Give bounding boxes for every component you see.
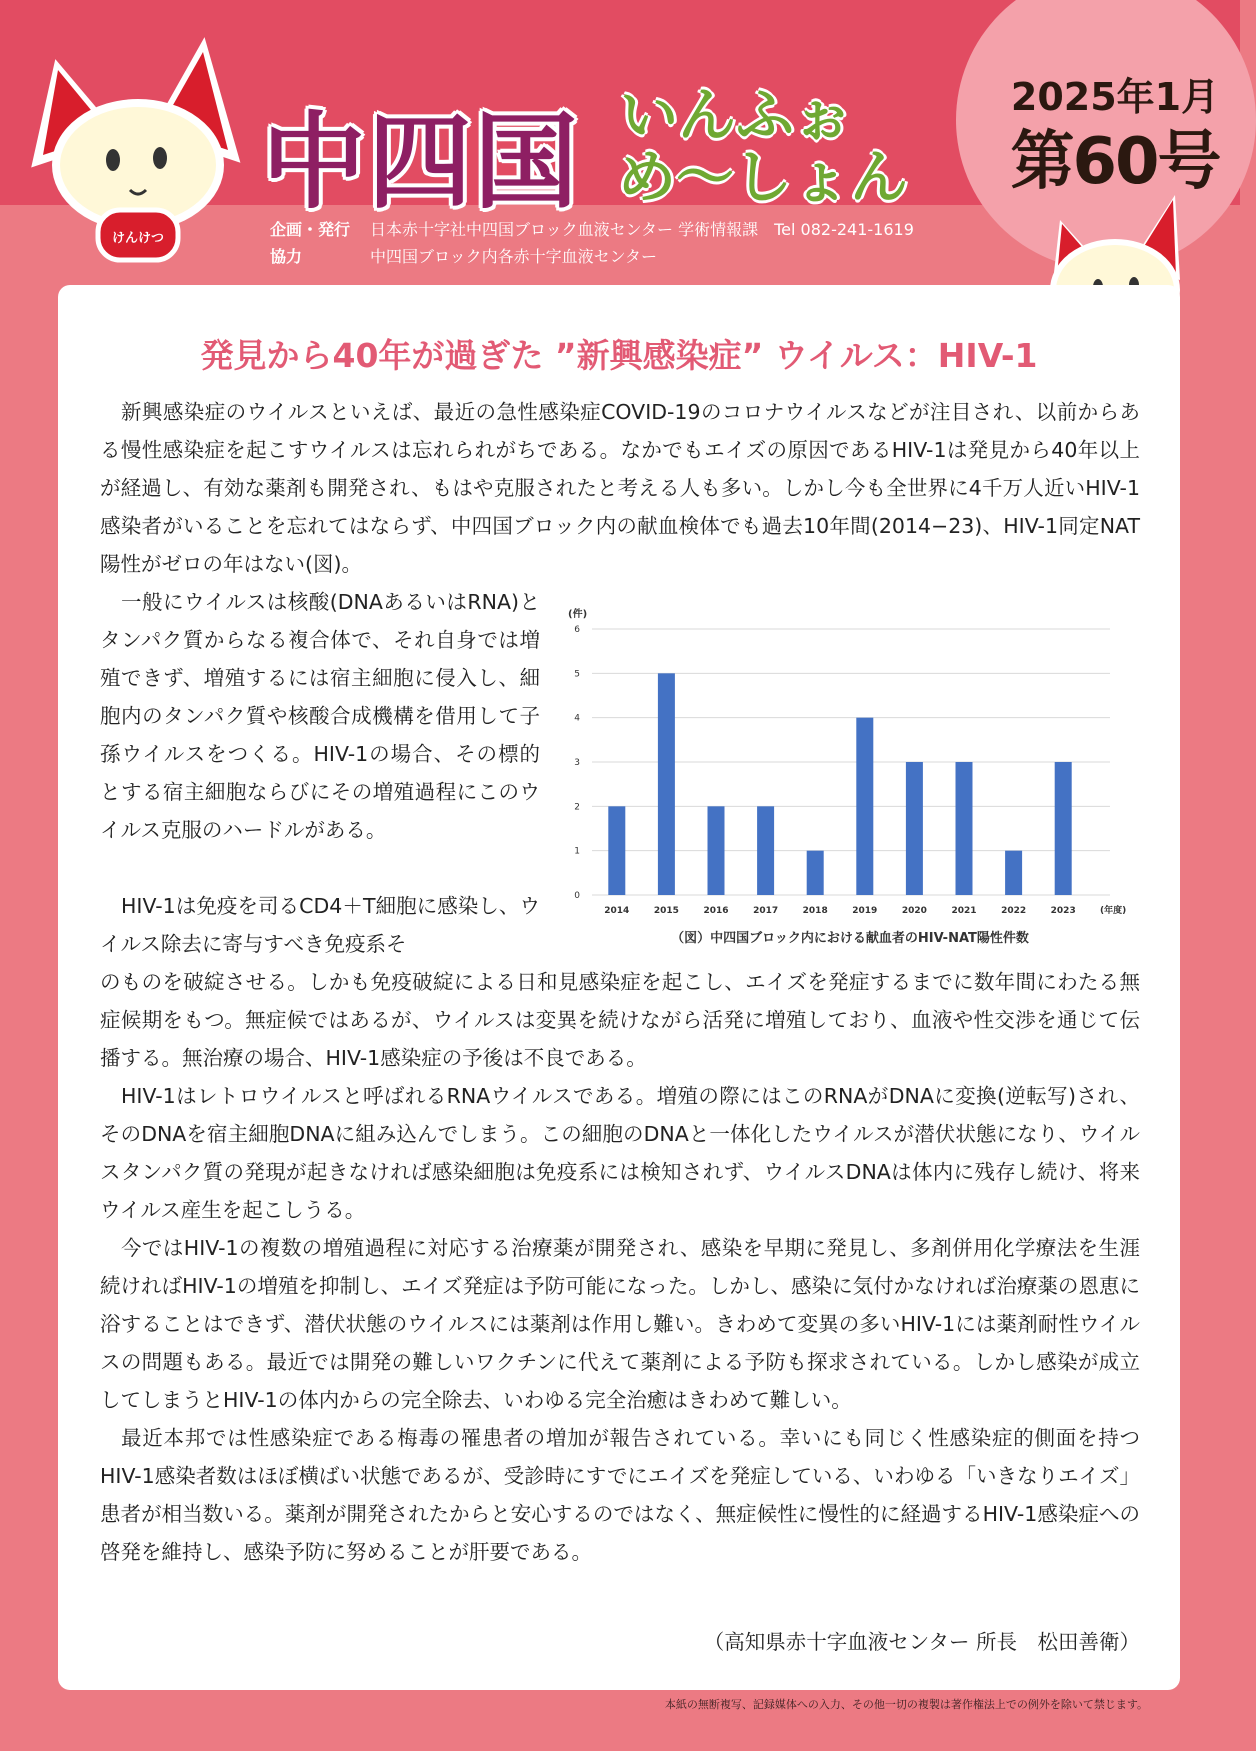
masthead-subtitle-line1: いんふぉ — [620, 81, 853, 149]
bar — [956, 762, 973, 895]
bar — [1055, 762, 1072, 895]
bar — [856, 718, 873, 895]
x-tick-label: 2020 — [901, 906, 927, 916]
x-tick-label: 2022 — [1001, 906, 1027, 916]
y-tick-label: 2 — [574, 802, 580, 813]
paragraph-3-full: のものを破綻させる。しかも免疫破綻による日和見感染症を起こし、エイズを発症するまでに数年間にわたる無症候期をもつ。無症候ではあるが、ウイルスは変異を続けながら活発に増殖しており、血液や性交渉を通じて伝播する。無治療の場合、HIV-1感染症の予後は不良である。 — [100, 970, 1140, 1070]
paragraph-4: HIV-1はレトロウイルスと呼ばれるRNAウイルスである。増殖の際にはこのRNAがDNAに変換(逆転写)され、そのDNAを宿主細胞DNAに組み込んでしまう。この細胞のDNAと一体化したウイルスが潜伏状態になり、ウイルスタンパク質の発現が起きなければ感染細胞は免疫系には検知されず、ウイルスDNAは体内に残存し続け、将来ウイルス産生を起こしうる。 — [100, 1084, 1140, 1222]
paragraph-6: 最近本邦では性感染症である梅毒の罹患者の増加が報告されている。幸いにも同じく性感染症的側面を持つHIV-1感染者数はほぼ横ばい状態であるが、受診時にすでにエイズを発症している、いわゆる「いきなりエイズ」患者が相当数いる。薬剤が開発されたからと安心するのではなく、無症候性に慢性的に経過するHIV-1感染症への啓発を維持し、感染予防に努めることが肝要である。 — [100, 1426, 1140, 1564]
chart-container — [560, 605, 1140, 955]
bar — [906, 762, 923, 895]
copyright-notice: 本紙の無断複写、記録媒体への入力、その他一切の複製は著作権法上での例外を除いて禁じます。 — [664, 1698, 1148, 1711]
y-tick-label: 0 — [574, 891, 580, 901]
bar — [807, 851, 824, 895]
cooperation-text: 中四国ブロック内各赤十字血液センター — [370, 247, 658, 266]
bar — [658, 673, 675, 895]
publisher-row — [270, 216, 914, 243]
author-credit: （高知県赤十字血液センター 所長 松田善衛） — [703, 1630, 1140, 1654]
y-tick-label: 6 — [574, 625, 580, 635]
x-tick-label: 2017 — [753, 906, 779, 916]
y-tick-label: 4 — [574, 713, 580, 724]
paragraph-3-side: HIV-1は免疫を司るCD4＋T細胞に感染し、ウイルス除去に寄与すべき免疫系そ — [100, 894, 540, 956]
credits — [270, 216, 914, 270]
x-axis-label: (年度) — [1100, 906, 1127, 916]
cooperation-label: 協力 — [270, 247, 303, 266]
paragraph-1: 新興感染症のウイルスといえば、最近の急性感染症COVID-19のコロナウイルスなどが注目され、以前からある慢性感染症を起こすウイルスは忘れられがちである。なかでもエイズの原因であるHIV-1は発見から40年以上が経過し、有効な薬剤も開発され、もはや克服されたと考える人も多い。しかし今も全世界に4千万人近いHIV-1感染者がいることを忘れてはならず、中四国ブロック内の献血検体でも過去10年間(2014−23)、HIV-1同定NAT陽性がゼロの年はない(図)。 — [100, 400, 1140, 576]
x-tick-label: 2019 — [852, 906, 878, 916]
publisher-label: 企画・発行 — [270, 220, 351, 239]
mascot-left-icon — [18, 30, 258, 270]
chart-caption: （図）中四国ブロック内における献血者のHIV-NAT陽性件数 — [671, 931, 1029, 946]
bar — [757, 806, 774, 895]
y-axis-label: (件) — [568, 609, 588, 620]
bar — [1005, 851, 1022, 895]
x-tick-label: 2021 — [951, 906, 977, 916]
issue-number: 第60号 — [1010, 125, 1220, 199]
x-tick-label: 2014 — [604, 906, 630, 916]
masthead-title: 中四国 — [262, 101, 581, 223]
y-tick-label: 1 — [574, 846, 580, 857]
x-tick-label: 2023 — [1050, 906, 1076, 916]
masthead-subtitle-line2: め〜しょん — [618, 143, 909, 211]
article-headline: 発見から40年が過ぎた ”新興感染症” ウイルス：HIV-1 — [200, 336, 1038, 375]
mascot-badge-text: けんけつ — [111, 231, 165, 246]
bar — [608, 806, 625, 895]
paragraph-5: 今ではHIV-1の複数の増殖過程に対応する治療薬が開発され、感染を早期に発見し、多剤併用化学療法を生涯続ければHIV-1の増殖を抑制し、エイズ発症は予防可能になった。しかし、感染に気付かなければ治療薬の恩恵に浴することはできず、潜伏状態のウイルスには薬剤は作用し難い。きわめて変異の多いHIV-1には薬剤耐性ウイルスの問題もある。最近では開発の難しいワクチンに代えて薬剤による予防も探求されている。しかし感染が成立してしまうとHIV-1の体内からの完全除去、いわゆる完全治癒はきわめて難しい。 — [100, 1236, 1140, 1412]
x-tick-label: 2015 — [653, 906, 679, 916]
issue-date: 2025年1月 — [1010, 75, 1220, 119]
publisher-text: 日本赤十字社中四国ブロック血液センター 学術情報課 Tel 082-241-1619 — [370, 220, 914, 239]
paragraph-2: 一般にウイルスは核酸(DNAあるいはRNA)とタンパク質からなる複合体で、それ自身では増殖できず、増殖するには宿主細胞に侵入し、細胞内のタンパク質や核酸合成機構を借用して子孫ウイルスをつくる。HIV-1の場合、その標的とする宿主細胞ならびにその増殖過程にこのウイルス克服のハードルがある。 — [100, 590, 540, 842]
cooperation-row — [270, 243, 914, 270]
y-tick-label: 3 — [574, 758, 580, 768]
x-tick-label: 2016 — [703, 906, 729, 916]
x-tick-label: 2018 — [802, 906, 828, 916]
bar — [708, 806, 725, 895]
article-card — [58, 285, 1180, 1690]
hiv-nat-bar-chart — [560, 605, 1127, 925]
y-tick-label: 5 — [574, 669, 580, 680]
